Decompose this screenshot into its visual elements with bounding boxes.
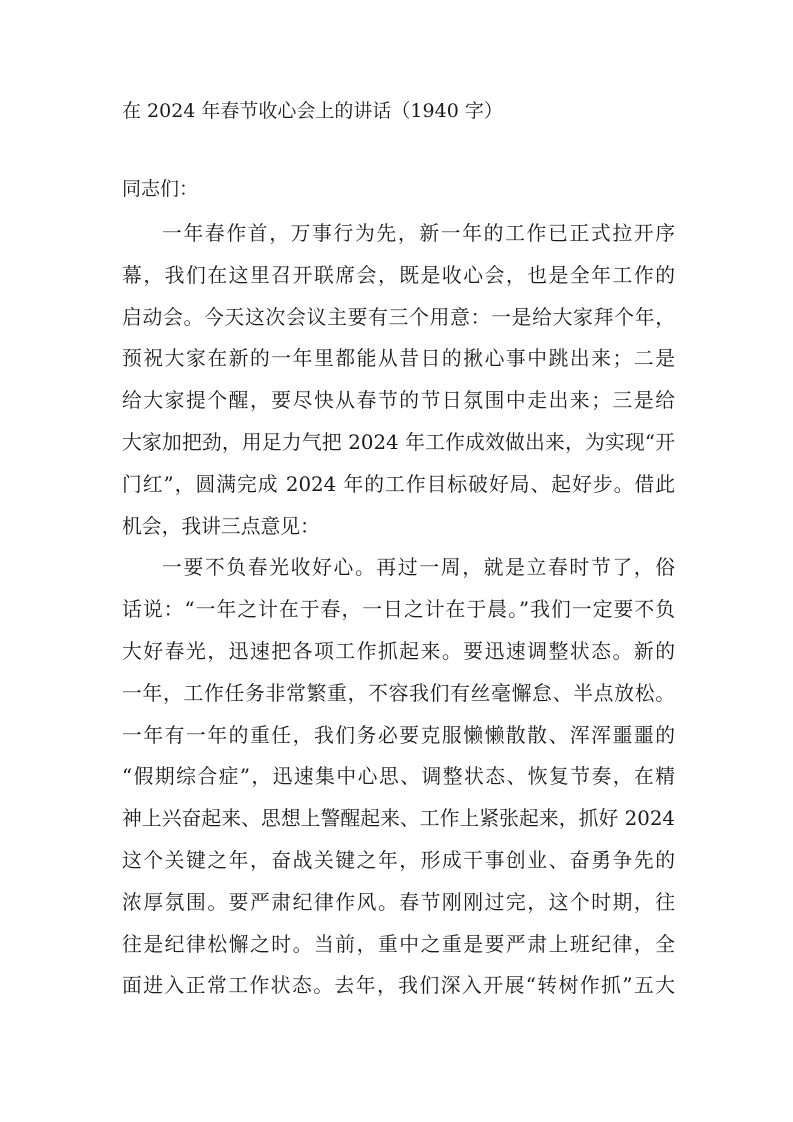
text-line: 大家加把劲，用足力气把 2024 年工作成效做出来，为实现“开	[122, 430, 675, 454]
text-line: 往是纪律松懈之时。当前，重中之重是要严肃上班纪律，全	[122, 932, 675, 956]
text-line: 一年，工作任务非常繁重，不容我们有丝毫懈怠、半点放松。	[122, 681, 675, 705]
text-line: 门红”，圆满完成 2024 年的工作目标破好局、起好步。借此	[122, 472, 675, 496]
paragraph-point-one	[122, 547, 675, 1007]
text-line: “假期综合症”，迅速集中心思、调整状态、恢复节奏，在精	[122, 765, 675, 789]
text-line: 神上兴奋起来、思想上警醒起来、工作上紧张起来，抓好 2024	[122, 807, 675, 831]
paragraph-intro	[122, 213, 675, 547]
text-line: 幕，我们在这里召开联席会，既是收心会，也是全年工作的	[122, 263, 675, 287]
text-line: 给大家提个醒，要尽快从春节的节日氛围中走出来；三是给	[122, 389, 675, 413]
text-line: 一年有一年的重任，我们务必要克服懒懒散散、浑浑噩噩的	[122, 723, 675, 747]
text-line: 一年春作首，万事行为先，新一年的工作已正式拉开序	[162, 222, 675, 245]
text-line: 一要不负春光收好心。再过一周，就是立春时节了，俗	[162, 556, 675, 580]
text-line: 启动会。今天这次会议主要有三个用意：一是给大家拜个年，	[122, 305, 675, 329]
salutation: 同志们：	[122, 178, 199, 200]
text-line: 大好春光，迅速把各项工作抓起来。要迅速调整状态。新的	[122, 639, 675, 663]
text-line: 面进入正常工作状态。去年，我们深入开展“转树作抓”五大	[122, 974, 675, 998]
document-title: 在 2024 年春节收心会上的讲话（1940 字）	[122, 100, 503, 122]
text-line: 机会，我讲三点意见：	[122, 514, 320, 538]
text-line: 预祝大家在新的一年里都能从昔日的揪心事中跳出来；二是	[122, 347, 675, 371]
text-line: 话说：“一年之计在于春，一日之计在于晨。”我们一定要不负	[122, 598, 675, 622]
text-line: 这个关键之年，奋战关键之年，形成干事创业、奋勇争先的	[122, 848, 675, 872]
document-body	[122, 213, 675, 1007]
text-line: 浓厚氛围。要严肃纪律作风。春节刚刚过完，这个时期，往	[122, 890, 675, 914]
